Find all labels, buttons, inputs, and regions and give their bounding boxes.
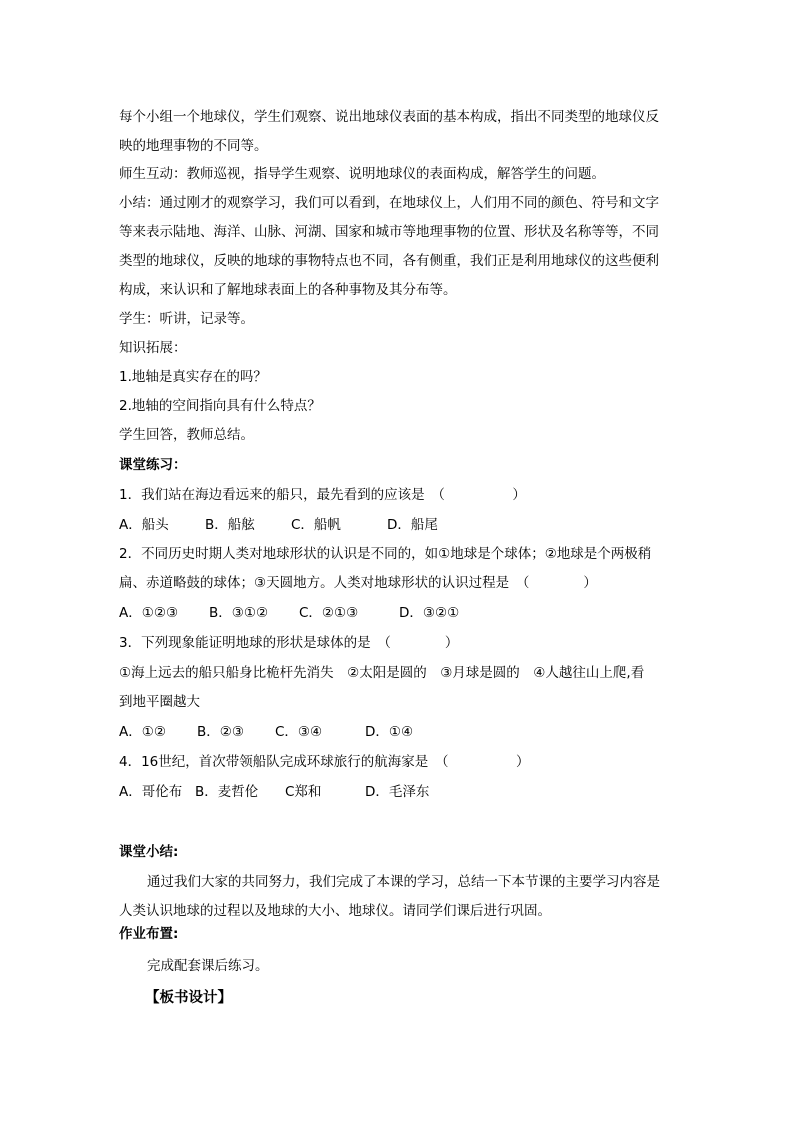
exercise-q2-stem-2: 扁、赤道略鼓的球体；③天圆地方。人类对地球形状的认识过程是 （ ）: [119, 575, 597, 591]
q4-option-c: C郑和: [285, 784, 322, 800]
q4-option-d: D．毛泽东: [365, 784, 430, 800]
class-summary-line-2: 人类认识地球的过程以及地球的大小、地球仪。请同学们课后进行巩固。: [119, 903, 551, 919]
board-design-heading: 【板书设计】: [145, 990, 232, 1006]
class-summary-title: 课堂小结:: [119, 844, 179, 860]
exercise-q2-options: [119, 603, 679, 623]
intro-line-1: 每个小组一个地球仪，学生们观察、说出地球仪表面的基本构成，指出不同类型的地球仪反: [119, 109, 659, 125]
q2-option-b: B．③①②: [209, 605, 269, 621]
exercise-q1-options: [119, 515, 679, 535]
q4-option-b: B．麦哲伦: [195, 784, 259, 800]
exercise-q3-line-1: ①海上远去的船只船身比桅杆先消失 ②太阳是圆的 ③月球是圆的 ④人越往山上爬,看: [119, 665, 645, 681]
extension-question-1: 1.地轴是真实存在的吗？: [119, 369, 267, 385]
homework-text: 完成配套课后练习。: [147, 958, 269, 974]
q3-option-d: D．①④: [365, 724, 414, 740]
q3-option-b: B．②③: [197, 724, 244, 740]
q1-option-b: B．船舷: [205, 517, 255, 533]
exercise-q3-options: [119, 722, 679, 742]
exercise-q4-stem: 4．16世纪，首次带领船队完成环球旅行的航海家是 （ ）: [119, 754, 530, 770]
class-summary-line-1: 通过我们大家的共同努力，我们完成了本课的学习，总结一下本节课的主要学习内容是: [147, 874, 660, 890]
interaction-text: 师生互动：教师巡视，指导学生观察、说明地球仪的表面构成，解答学生的问题。: [119, 166, 605, 182]
q2-option-a: A．①②③: [119, 605, 179, 621]
q2-option-d: D．③②①: [399, 605, 460, 621]
summary-line-3: 类型的地球仪，反映的地球的事物特点也不同，各有侧重，我们正是利用地球仪的这些便利: [119, 253, 659, 269]
q1-option-a: A．船头: [119, 517, 169, 533]
q1-option-d: D．船尾: [387, 517, 438, 533]
q2-option-c: C．②①③: [299, 605, 359, 621]
intro-line-2: 映的地理事物的不同等。: [119, 138, 268, 154]
student-text: 学生：听讲，记录等。: [119, 311, 254, 327]
exercise-q4-options: [119, 782, 679, 802]
summary-line-2: 等来表示陆地、海洋、山脉、河湖、国家和城市等地理事物的位置、形状及名称等等，不同: [119, 224, 659, 240]
extension-title: 知识拓展：: [119, 340, 187, 356]
q3-option-c: C．③④: [275, 724, 323, 740]
exercise-title: 课堂练习：: [119, 457, 187, 473]
extension-answer: 学生回答，教师总结。: [119, 427, 254, 443]
exercise-q3-line-2: 到地平圈越大: [119, 694, 200, 710]
q3-option-a: A．①②: [119, 724, 166, 740]
exercise-q2-stem-1: 2．不同历史时期人类对地球形状的认识是不同的，如①地球是个球体；②地球是个两极稍: [119, 546, 652, 562]
summary-line-1: 小结：通过刚才的观察学习，我们可以看到，在地球仪上，人们用不同的颜色、符号和文字: [119, 195, 659, 211]
q1-option-c: C．船帆: [291, 517, 341, 533]
summary-line-4: 构成，来认识和了解地球表面上的各种事物及其分布等。: [119, 282, 457, 298]
q4-option-a: A．哥伦布: [119, 784, 183, 800]
homework-title: 作业布置:: [119, 926, 179, 942]
exercise-q1-stem: 1．我们站在海边看远来的船只，最先看到的应该是 （ ）: [119, 487, 526, 503]
exercise-q3-stem: 3．下列现象能证明地球的形状是球体的是 （ ）: [119, 635, 459, 651]
extension-question-2: 2.地轴的空间指向具有什么特点？: [119, 398, 321, 414]
